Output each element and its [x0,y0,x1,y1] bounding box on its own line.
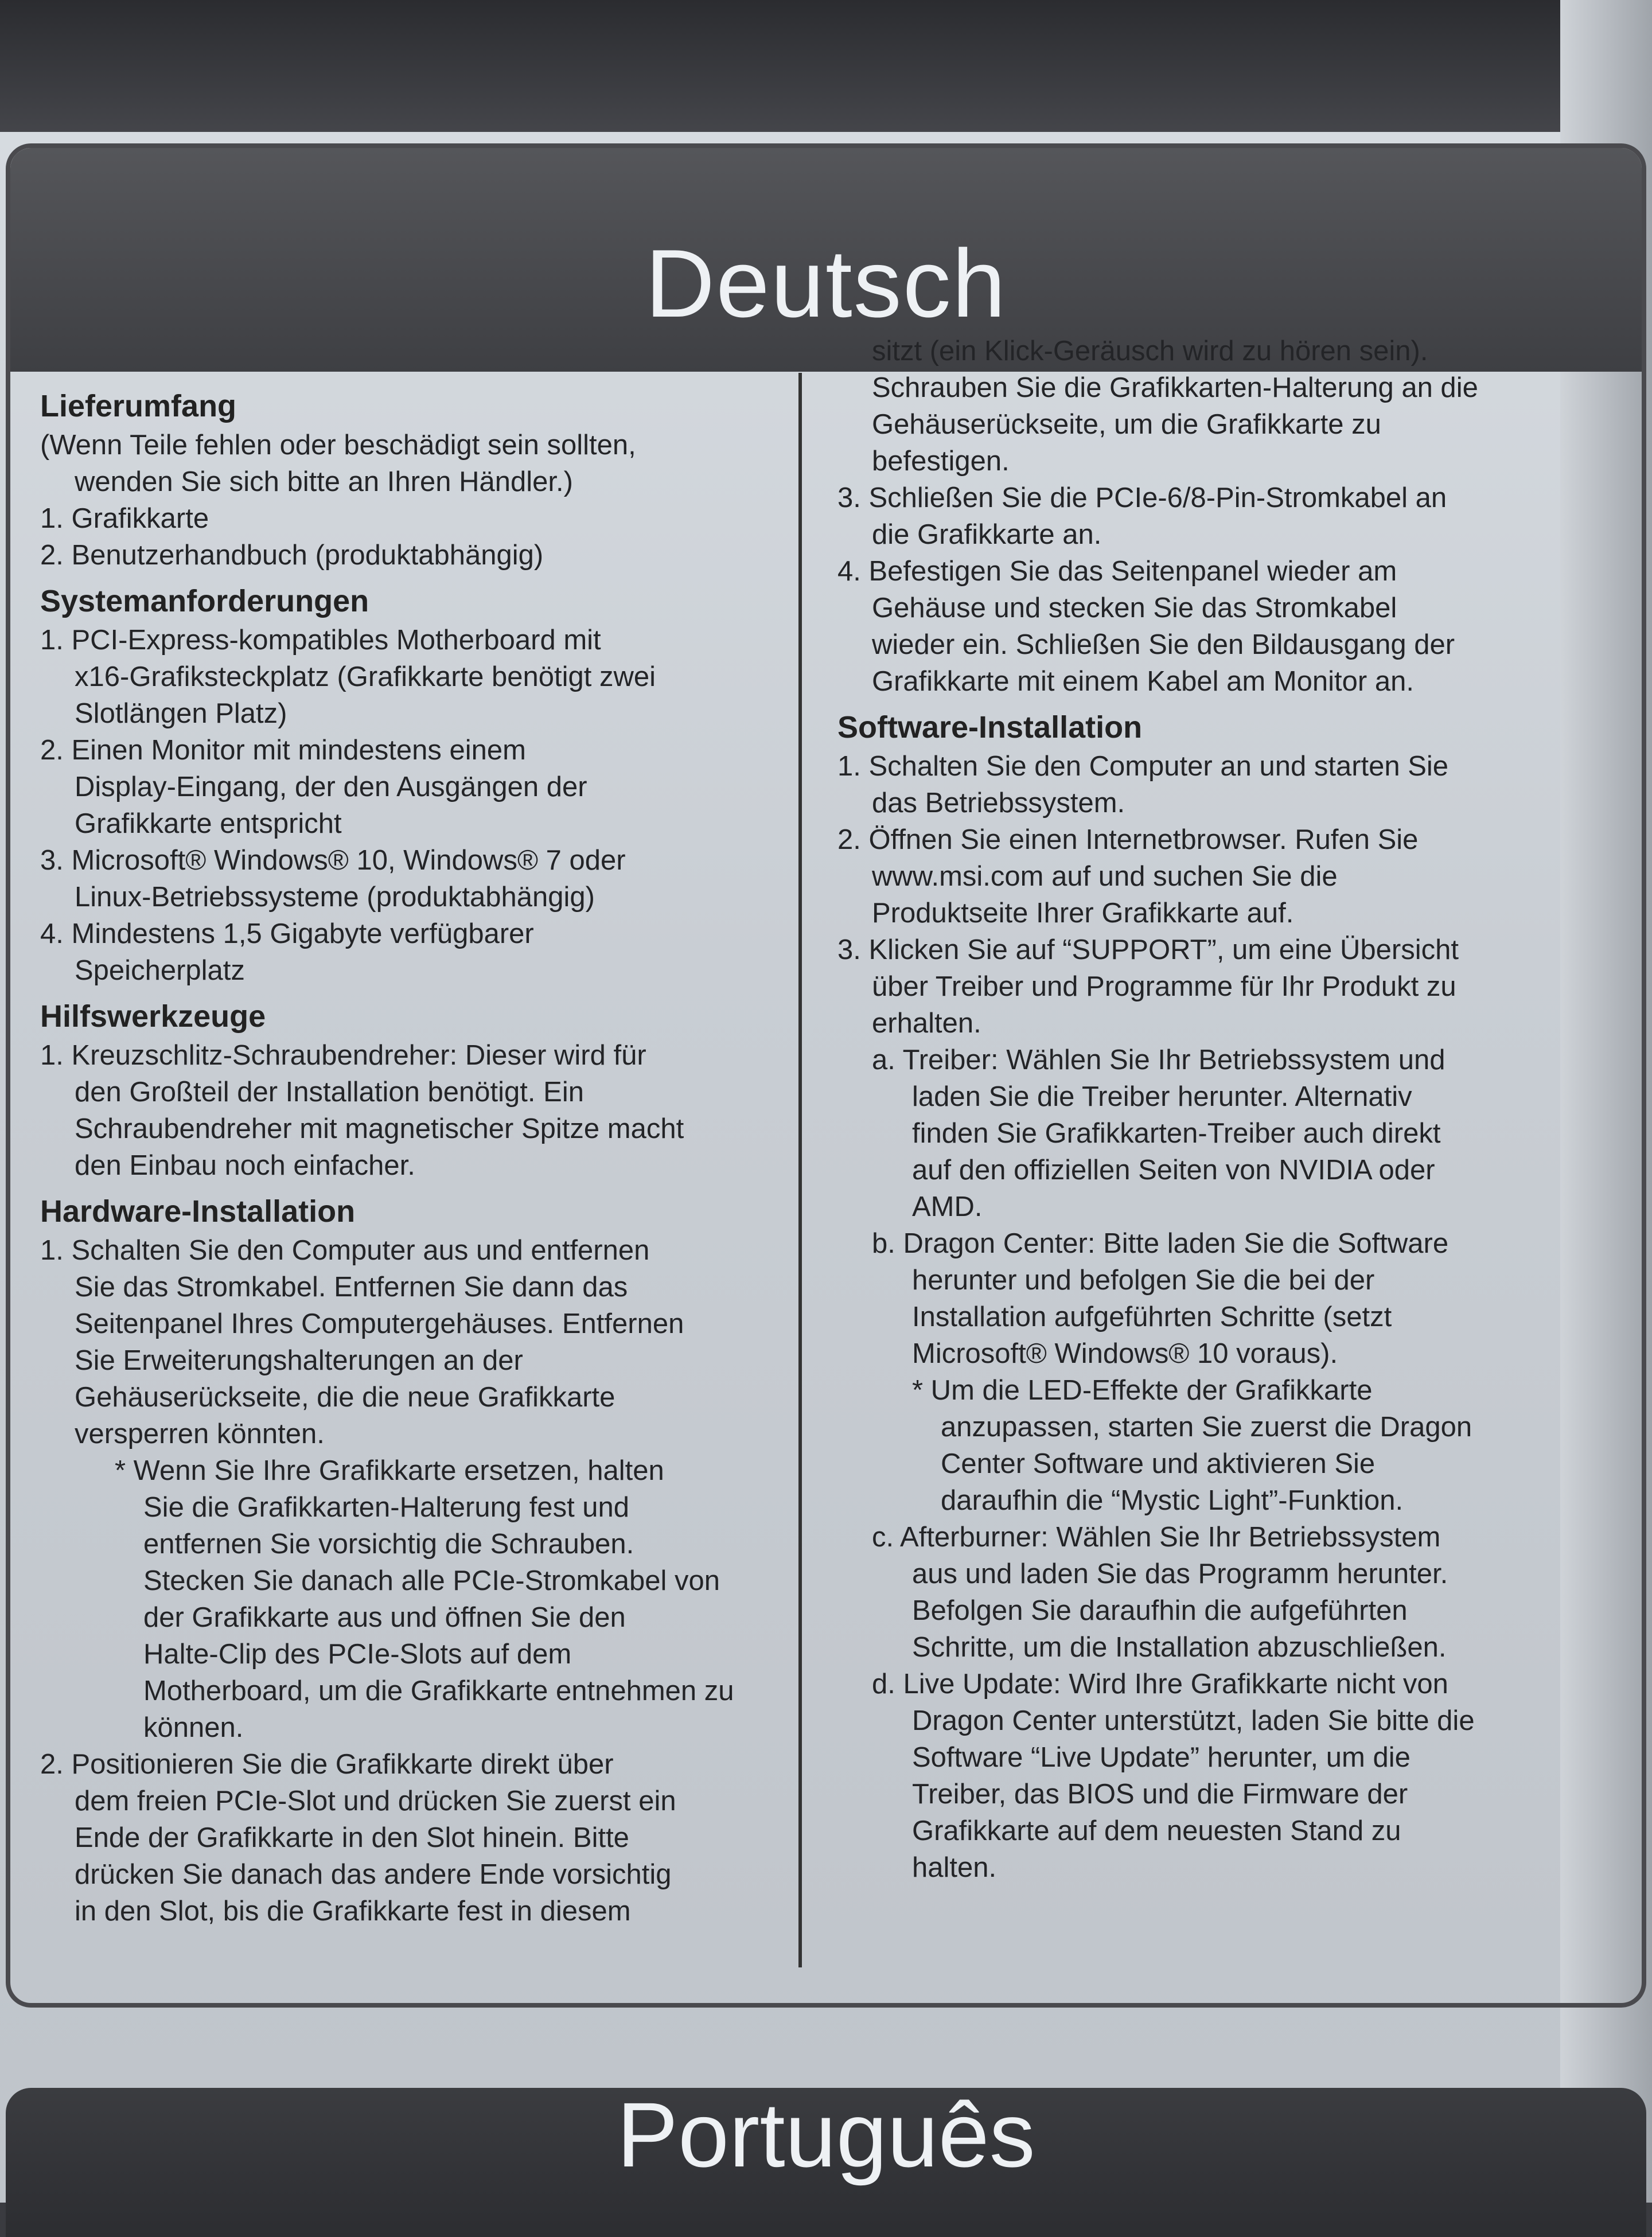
text-line: drücken Sie danach das andere Ende vorsichtig [75,1859,672,1890]
text-line: Befolgen Sie daraufhin die aufgeführten [912,1595,1408,1626]
text-line: Center Software und aktivieren Sie [941,1448,1376,1479]
text-line: Grafikkarte mit einem Kabel am Monitor an. [872,666,1414,697]
text-line: 1. Kreuzschlitz-Schraubendreher: Dieser wird für [40,1040,646,1071]
text-line: 1. Schalten Sie den Computer aus und entfernen [40,1235,650,1266]
text-line: 3. Microsoft® Windows® 10, Windows® 7 oder [40,845,626,876]
text-line: 2. Einen Monitor mit mindestens einem [40,735,526,766]
text-line: Motherboard, um die Grafikkarte entnehmen zu [143,1675,734,1706]
left-column [40,379,803,1930]
text-line: Gehäuserückseite, die die neue Grafikkarte [75,1382,615,1413]
text-line: wenden Sie sich bitte an Ihren Händler.) [75,466,573,497]
text-line: daraufhin die “Mystic Light”-Funktion. [941,1485,1404,1516]
text-line: in den Slot, bis die Grafikkarte fest in diesem [75,1896,631,1927]
text-line: finden Sie Grafikkarten-Treiber auch direkt [912,1118,1441,1149]
text-line: Halte-Clip des PCIe-Slots auf dem [143,1639,572,1670]
text-line: www.msi.com auf und suchen Sie die [872,861,1338,892]
section-heading: Hilfswerkzeuge [40,999,266,1034]
text-line: Treiber, das BIOS und die Firmware der [912,1779,1408,1810]
text-line: 4. Befestigen Sie das Seitenpanel wieder am [837,556,1397,587]
text-line: Grafikkarte entspricht [75,808,342,839]
text-line: den Großteil der Installation benötigt. Ein [75,1077,584,1108]
text-line: Seitenpanel Ihres Computergehäuses. Entfernen [75,1308,684,1339]
text-line: c. Afterburner: Wählen Sie Ihr Betriebssystem [872,1522,1441,1553]
text-line: * Um die LED-Effekte der Grafikkarte [912,1375,1373,1406]
section-heading: Systemanforderungen [40,584,369,618]
text-line: Dragon Center unterstützt, laden Sie bitte die [912,1705,1475,1736]
section-title: Deutsch [645,229,1007,337]
text-line: können. [143,1712,244,1743]
text-line: x16-Grafiksteckplatz (Grafikkarte benötigt zwei [75,661,656,692]
text-line: Gehäuserückseite, um die Grafikkarte zu [872,409,1381,440]
section-heading: Lieferumfang [40,389,237,423]
text-line: Microsoft® Windows® 10 voraus). [912,1338,1338,1369]
text-line: sitzt (ein Klick-Geräusch wird zu hören sein). [872,336,1428,367]
text-line: versperren könnten. [75,1418,325,1449]
right-column [837,333,1606,1886]
next-section-title: Português [617,2083,1035,2186]
text-line: die Grafikkarte an. [872,519,1102,550]
text-line: Grafikkarte auf dem neuesten Stand zu [912,1815,1401,1846]
text-line: erhalten. [872,1008,981,1039]
text-line: Gehäuse und stecken Sie das Stromkabel [872,593,1397,623]
text-line: Linux-Betriebssysteme (produktabhängig) [75,882,595,913]
text-line: Schritte, um die Installation abzuschließen. [912,1632,1447,1663]
text-line: Produktseite Ihrer Grafikkarte auf. [872,898,1294,929]
text-line: Slotlängen Platz) [75,698,287,729]
section-heading: Software-Installation [837,710,1143,745]
text-line: Installation aufgeführten Schritte (setzt [912,1301,1392,1332]
section-heading: Hardware-Installation [40,1194,356,1229]
text-line: Display-Eingang, der den Ausgängen der [75,771,587,802]
text-line: anzupassen, starten Sie zuerst die Dragon [941,1412,1472,1443]
text-line: Schraubendreher mit magnetischer Spitze macht [75,1113,684,1144]
text-line: 2. Öffnen Sie einen Internetbrowser. Rufen Sie [837,824,1419,855]
text-line: AMD. [912,1191,983,1222]
text-line: den Einbau noch einfacher. [75,1150,415,1181]
text-line: halten. [912,1852,997,1883]
text-line: b. Dragon Center: Bitte laden Sie die Software [872,1228,1449,1259]
text-line: über Treiber und Programme für Ihr Produkt zu [872,971,1456,1002]
text-line: 1. Schalten Sie den Computer an und starten Sie [837,751,1449,782]
background-top [0,0,1652,138]
text-line: Ende der Grafikkarte in den Slot hinein. Bitte [75,1822,629,1853]
text-line: befestigen. [872,446,1010,477]
text-line: 3. Schließen Sie die PCIe-6/8-Pin-Stromkabel an [837,482,1447,513]
text-line: (Wenn Teile fehlen oder beschädigt sein sollten, [40,430,636,461]
text-line: a. Treiber: Wählen Sie Ihr Betriebssystem und [872,1045,1446,1075]
text-line: Software “Live Update” herunter, um die [912,1742,1411,1773]
text-line: 2. Benutzerhandbuch (produktabhängig) [40,540,544,571]
text-line: laden Sie die Treiber herunter. Alternativ [912,1081,1412,1112]
text-line: 1. PCI-Express-kompatibles Motherboard mit [40,625,601,656]
text-line: Stecken Sie danach alle PCIe-Stromkabel von [143,1565,720,1596]
text-line: dem freien PCIe-Slot und drücken Sie zuerst ein [75,1786,676,1817]
text-line: Schrauben Sie die Grafikkarten-Halterung an die [872,372,1478,403]
text-line: das Betriebssystem. [872,788,1125,819]
text-line: 2. Positionieren Sie die Grafikkarte direkt über [40,1749,614,1780]
text-line: der Grafikkarte aus und öffnen Sie den [143,1602,626,1633]
text-line: aus und laden Sie das Programm herunter. [912,1558,1448,1589]
text-line: 1. Grafikkarte [40,503,209,534]
text-line: d. Live Update: Wird Ihre Grafikkarte nicht von [872,1669,1448,1700]
text-line: * Wenn Sie Ihre Grafikkarte ersetzen, halten [115,1455,664,1486]
text-line: 4. Mindestens 1,5 Gigabyte verfügbarer [40,918,534,949]
text-line: Sie Erweiterungshalterungen an der [75,1345,523,1376]
text-line: Sie die Grafikkarten-Halterung fest und [143,1492,630,1523]
text-line: entfernen Sie vorsichtig die Schrauben. [143,1529,634,1560]
text-line: wieder ein. Schließen Sie den Bildausgang der [872,629,1455,660]
text-line: 3. Klicken Sie auf “SUPPORT”, um eine Übersicht [837,934,1459,965]
text-line: Sie das Stromkabel. Entfernen Sie dann das [75,1272,628,1303]
text-line: auf den offiziellen Seiten von NVIDIA oder [912,1155,1435,1186]
text-line: herunter und befolgen Sie die bei der [912,1265,1375,1296]
text-line: Speicherplatz [75,955,245,986]
